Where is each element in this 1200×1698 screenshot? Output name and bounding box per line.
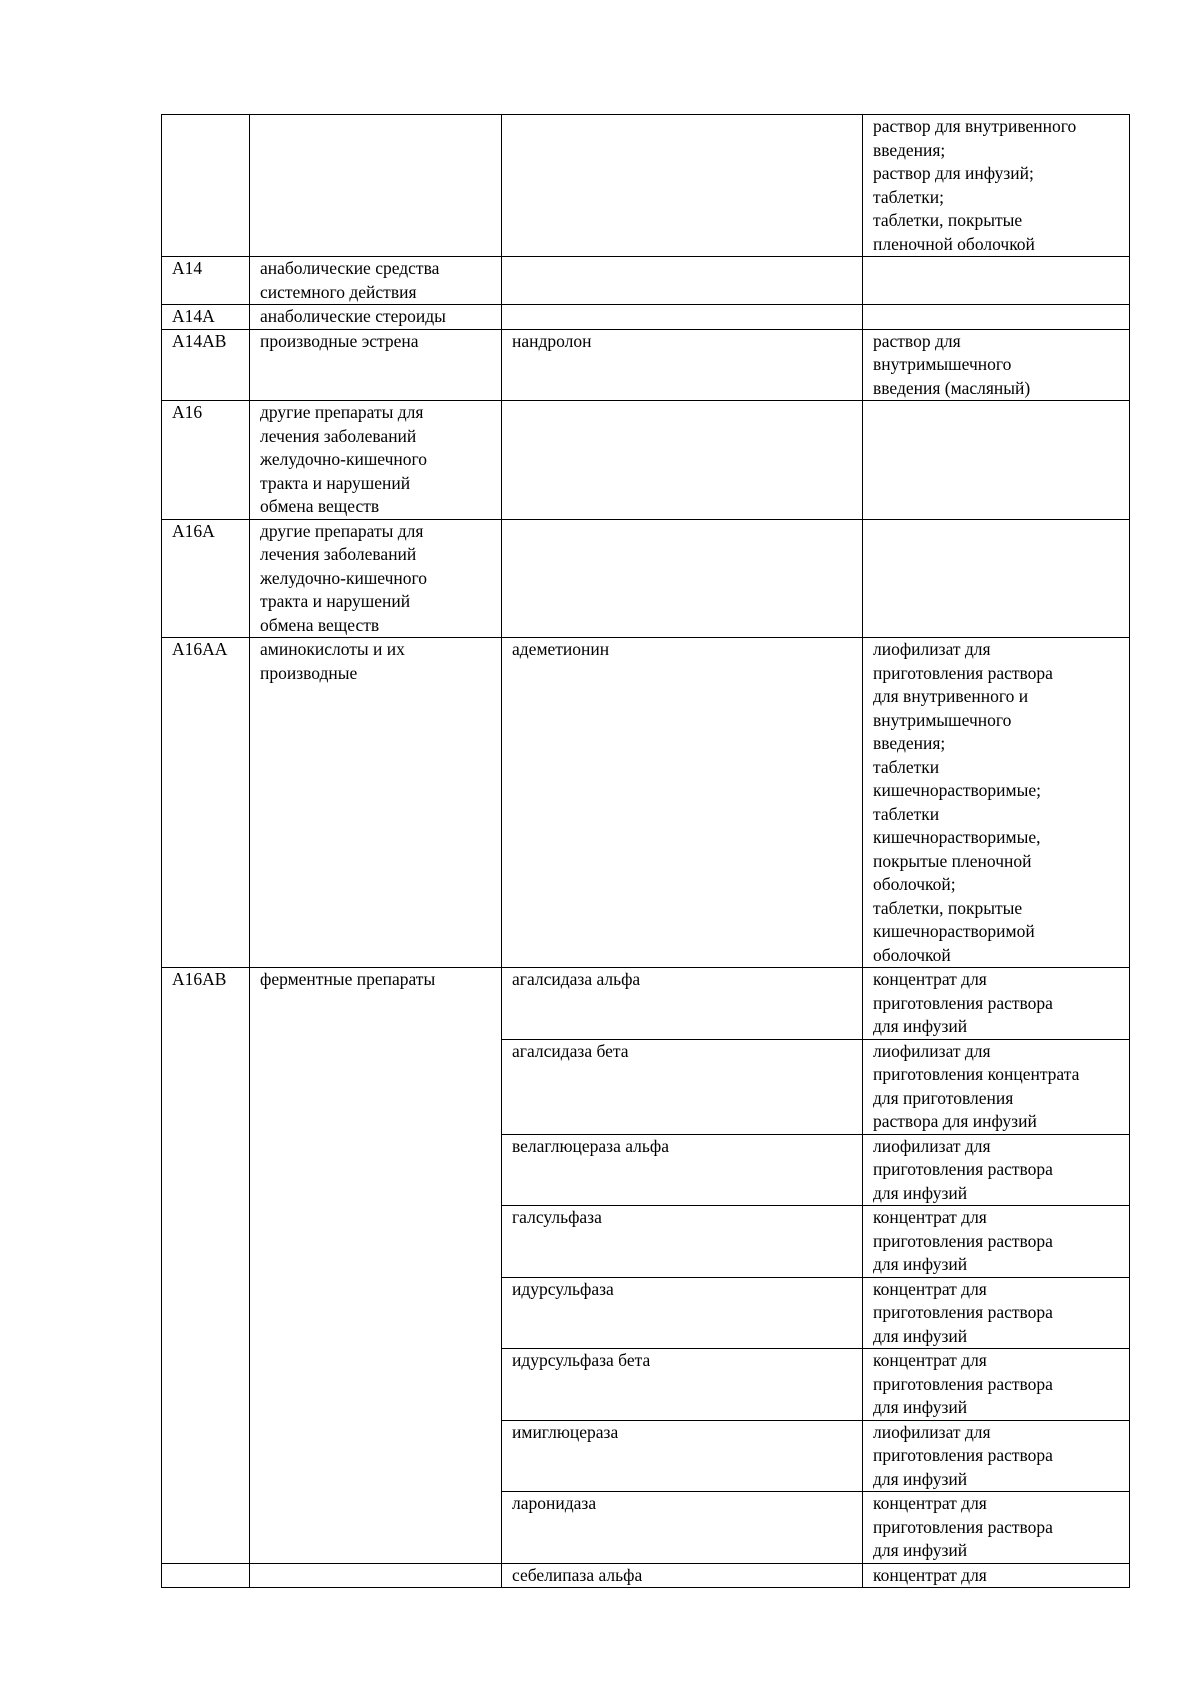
dosage-form-cell: лиофилизат для приготовления раствора для инфузий bbox=[863, 1134, 1130, 1206]
drug-name-cell: велаглюцераза альфа bbox=[502, 1134, 863, 1206]
dosage-form-cell: концентрат для приготовления раствора для инфузий bbox=[863, 1206, 1130, 1278]
group-cell bbox=[250, 1563, 502, 1588]
dosage-form-cell bbox=[863, 519, 1130, 638]
dosage-form-cell bbox=[863, 257, 1130, 305]
drug-name-cell: себелипаза альфа bbox=[502, 1563, 863, 1588]
table-row bbox=[162, 329, 1130, 401]
table-row bbox=[162, 968, 1130, 1040]
table-row bbox=[162, 115, 1130, 257]
drug-name-cell: агалсидаза альфа bbox=[502, 968, 863, 1040]
drug-name-cell bbox=[502, 519, 863, 638]
drug-name-cell: галсульфаза bbox=[502, 1206, 863, 1278]
drug-name-cell bbox=[502, 305, 863, 330]
drug-table bbox=[161, 114, 1130, 1588]
group-cell: другие препараты для лечения заболеваний желудочно-кишечного тракта и нарушений обмена веществ bbox=[250, 519, 502, 638]
group-cell: анаболические средства системного действия bbox=[250, 257, 502, 305]
drug-name-cell bbox=[502, 115, 863, 257]
group-cell bbox=[250, 115, 502, 257]
drug-name-cell: ларонидаза bbox=[502, 1492, 863, 1564]
dosage-form-cell: концентрат для приготовления раствора для инфузий bbox=[863, 1277, 1130, 1349]
group-cell: другие препараты для лечения заболеваний желудочно-кишечного тракта и нарушений обмена веществ bbox=[250, 401, 502, 520]
table-row bbox=[162, 257, 1130, 305]
drug-name-cell bbox=[502, 401, 863, 520]
dosage-form-cell: лиофилизат для приготовления концентрата для приготовления раствора для инфузий bbox=[863, 1039, 1130, 1134]
dosage-form-cell: лиофилизат для приготовления раствора для инфузий bbox=[863, 1420, 1130, 1492]
drug-name-cell: адеметионин bbox=[502, 638, 863, 968]
table-row bbox=[162, 305, 1130, 330]
group-cell: ферментные препараты bbox=[250, 968, 502, 1564]
atc-code-cell: A16AA bbox=[162, 638, 250, 968]
dosage-form-cell bbox=[863, 401, 1130, 520]
table-row bbox=[162, 638, 1130, 968]
atc-code-cell: A16A bbox=[162, 519, 250, 638]
dosage-form-cell: концентрат для приготовления раствора для инфузий bbox=[863, 1492, 1130, 1564]
drug-name-cell bbox=[502, 257, 863, 305]
table-row bbox=[162, 401, 1130, 520]
table-row bbox=[162, 1563, 1130, 1588]
group-cell: производные эстрена bbox=[250, 329, 502, 401]
atc-code-cell: A14A bbox=[162, 305, 250, 330]
atc-code-cell: A16AB bbox=[162, 968, 250, 1564]
atc-code-cell bbox=[162, 115, 250, 257]
dosage-form-cell: концентрат для bbox=[863, 1563, 1130, 1588]
dosage-form-cell: раствор для внутримышечного введения (масляный) bbox=[863, 329, 1130, 401]
drug-name-cell: агалсидаза бета bbox=[502, 1039, 863, 1134]
group-cell: аминокислоты и их производные bbox=[250, 638, 502, 968]
drug-name-cell: идурсульфаза бета bbox=[502, 1349, 863, 1421]
group-cell: анаболические стероиды bbox=[250, 305, 502, 330]
dosage-form-cell bbox=[863, 305, 1130, 330]
atc-code-cell: A16 bbox=[162, 401, 250, 520]
drug-name-cell: идурсульфаза bbox=[502, 1277, 863, 1349]
drug-name-cell: нандролон bbox=[502, 329, 863, 401]
atc-code-cell: A14AB bbox=[162, 329, 250, 401]
drug-name-cell: имиглюцераза bbox=[502, 1420, 863, 1492]
atc-code-cell bbox=[162, 1563, 250, 1588]
table-row bbox=[162, 519, 1130, 638]
dosage-form-cell: лиофилизат для приготовления раствора для внутривенного и внутримышечного введения; таблетки кишечнорастворимые; таблетки кишечнорастворимые, покрытые пленочной оболочкой; таблетки, покрытые кишечнорастворимой оболочкой bbox=[863, 638, 1130, 968]
atc-code-cell: A14 bbox=[162, 257, 250, 305]
dosage-form-cell: раствор для внутривенного введения; раствор для инфузий; таблетки; таблетки, покрытые пленочной оболочкой bbox=[863, 115, 1130, 257]
dosage-form-cell: концентрат для приготовления раствора для инфузий bbox=[863, 968, 1130, 1040]
dosage-form-cell: концентрат для приготовления раствора для инфузий bbox=[863, 1349, 1130, 1421]
